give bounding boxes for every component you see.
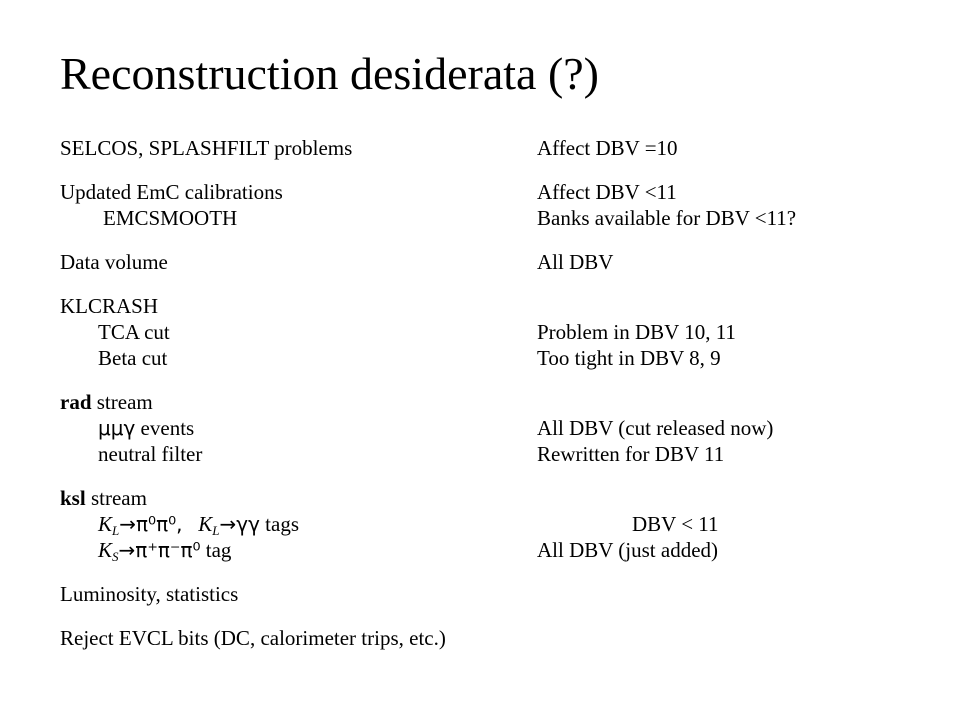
kl-tags-text: tags bbox=[259, 512, 299, 536]
kl-symbol-2: K bbox=[198, 512, 213, 536]
item-kl-tags bbox=[98, 512, 299, 536]
item-reject-evcl: Reject EVCL bits (DC, calorimeter trips, etc.) bbox=[60, 626, 446, 650]
note-selcos: Affect DBV =10 bbox=[537, 136, 678, 160]
item-mumugamma-events bbox=[98, 416, 194, 440]
ks-subscript: S bbox=[112, 549, 119, 564]
ks-symbol: K bbox=[98, 538, 113, 562]
item-luminosity: Luminosity, statistics bbox=[60, 582, 239, 606]
item-emc-calibrations: Updated EmC calibrations bbox=[60, 180, 283, 204]
item-tca-cut: TCA cut bbox=[98, 320, 170, 344]
item-rad-stream bbox=[60, 390, 153, 414]
item-selcos: SELCOS, SPLASHFILT problems bbox=[60, 136, 353, 160]
note-tca-cut: Problem in DBV 10, 11 bbox=[537, 320, 736, 344]
item-ksl-stream bbox=[60, 486, 147, 510]
kl-symbol: K bbox=[98, 512, 113, 536]
kl-subscript: L bbox=[112, 523, 120, 538]
ks-decay: →π⁺π⁻π⁰ bbox=[118, 538, 201, 562]
note-kl-tags: DBV < 11 bbox=[632, 512, 719, 536]
note-ks-tag: All DBV (just added) bbox=[537, 538, 719, 562]
ks-tag-text: tag bbox=[200, 538, 232, 562]
slide-title: Reconstruction desiderata (?) bbox=[60, 48, 599, 99]
note-data-volume: All DBV bbox=[537, 250, 614, 274]
ksl-label: ksl bbox=[60, 486, 86, 510]
item-emcsmooth: EMCSMOOTH bbox=[103, 206, 238, 230]
mumugamma-text: events bbox=[135, 416, 195, 440]
mumugamma-symbols: μμγ bbox=[98, 416, 136, 440]
item-data-volume: Data volume bbox=[60, 250, 168, 274]
item-klcrash: KLCRASH bbox=[60, 294, 159, 318]
item-neutral-filter: neutral filter bbox=[98, 442, 203, 466]
kl-pi0pi0-decay: →π⁰π⁰, bbox=[119, 512, 183, 536]
note-emc-calibrations: Affect DBV <11 bbox=[537, 180, 677, 204]
kl-gammagamma-decay: →γγ bbox=[219, 512, 260, 536]
item-ks-tag bbox=[98, 538, 231, 562]
note-beta-cut: Too tight in DBV 8, 9 bbox=[537, 346, 721, 370]
note-mumugamma-events: All DBV (cut released now) bbox=[537, 416, 774, 440]
note-neutral-filter: Rewritten for DBV 11 bbox=[537, 442, 725, 466]
item-beta-cut: Beta cut bbox=[98, 346, 168, 370]
rad-label: rad bbox=[60, 390, 92, 414]
ksl-stream-text: stream bbox=[85, 486, 147, 510]
note-emcsmooth: Banks available for DBV <11? bbox=[537, 206, 797, 230]
kl-subscript-2: L bbox=[212, 523, 220, 538]
rad-stream-text: stream bbox=[91, 390, 153, 414]
